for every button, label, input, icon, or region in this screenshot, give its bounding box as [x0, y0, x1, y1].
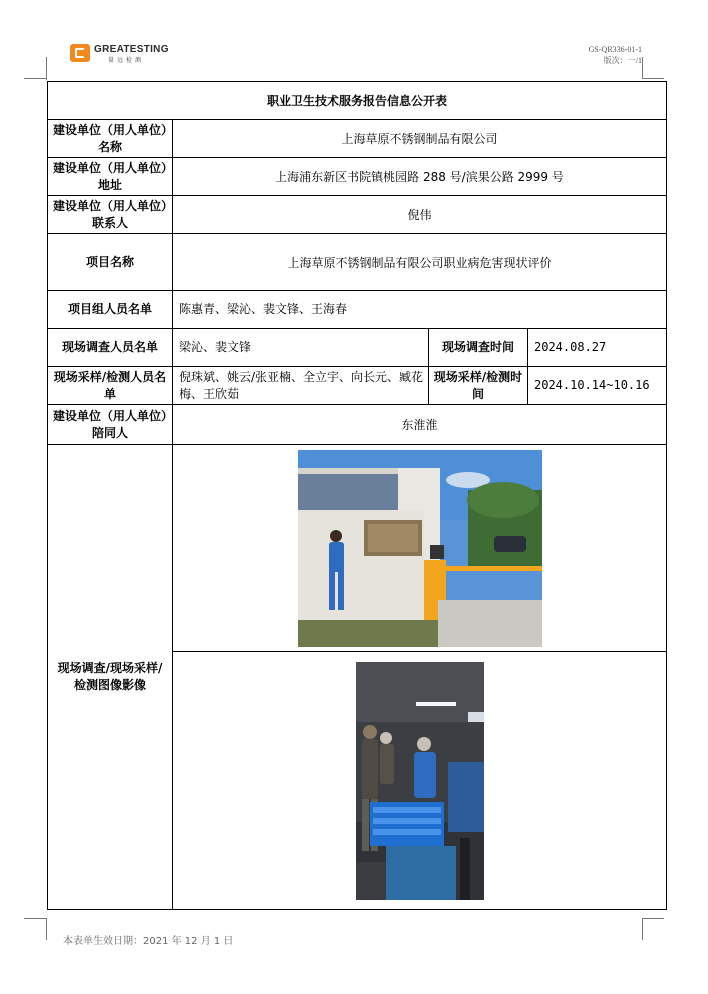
- accompany-value: 东淮淮: [173, 405, 667, 445]
- disclosure-table: [47, 81, 667, 910]
- crop-mark-bottom-right-h: [642, 918, 664, 919]
- photo-cell-2: [173, 652, 667, 910]
- team-members-value: 陈惠青、梁沁、裴文锋、王海春: [173, 291, 667, 329]
- workshop-sampling-photo: [356, 662, 484, 900]
- unit-address-value: 上海浦东新区书院镇桃园路 288 号/滨果公路 2999 号: [173, 158, 667, 196]
- project-name-label: 项目名称: [48, 234, 173, 291]
- site-entrance-photo: [298, 450, 542, 647]
- team-members-label: 项目组人员名单: [48, 291, 173, 329]
- document-version: 版次：一/1: [603, 56, 642, 65]
- logo-subtitle: 量远检测: [108, 57, 145, 64]
- document-number: GS-QR336-01-1: [588, 45, 642, 54]
- survey-staff-label: 现场调查人员名单: [48, 329, 173, 367]
- accompany-label: 建设单位（用人单位）陪同人: [48, 405, 173, 445]
- sampling-time-value: 2024.10.14~10.16: [528, 367, 667, 405]
- unit-name-value: 上海草原不锈钢制品有限公司: [173, 120, 667, 158]
- crop-mark-bottom-left: [46, 918, 47, 940]
- unit-contact-value: 倪伟: [173, 196, 667, 234]
- sampling-time-label: 现场采样/检测时间: [429, 367, 528, 405]
- company-logo: [70, 44, 180, 66]
- crop-mark-bottom-left-h: [24, 918, 46, 919]
- footer-effective-date: 本表单生效日期：2021 年 12 月 1 日: [63, 936, 234, 947]
- crop-mark-top-left: [46, 57, 47, 80]
- survey-staff-value: 梁沁、裴文锋: [173, 329, 429, 367]
- table-title: 职业卫生技术服务报告信息公开表: [48, 82, 667, 120]
- survey-time-value: 2024.08.27: [528, 329, 667, 367]
- project-name-value: 上海草原不锈钢制品有限公司职业病危害现状评价: [173, 234, 667, 291]
- crop-mark-top-right: [642, 57, 643, 79]
- crop-mark-top-left-h: [24, 78, 46, 79]
- unit-name-label: 建设单位（用人单位）名称: [48, 120, 173, 158]
- sampling-staff-value: 倪珠斌、姚云/张亚楠、全立宇、向长元、臧花梅、王欣茹: [173, 367, 429, 405]
- images-label: 现场调查/现场采样/检测图像影像: [48, 445, 173, 910]
- survey-time-label: 现场调查时间: [429, 329, 528, 367]
- sampling-staff-label: 现场采样/检测人员名单: [48, 367, 173, 405]
- unit-address-label: 建设单位（用人单位）地址: [48, 158, 173, 196]
- document-meta: [589, 44, 642, 66]
- crop-mark-top-right-h: [642, 78, 664, 79]
- crop-mark-bottom-right: [642, 918, 643, 940]
- logo-text: GREATESTING: [94, 44, 169, 55]
- logo-mark-icon: [70, 44, 90, 62]
- unit-contact-label: 建设单位（用人单位）联系人: [48, 196, 173, 234]
- photo-cell-1: [173, 445, 667, 652]
